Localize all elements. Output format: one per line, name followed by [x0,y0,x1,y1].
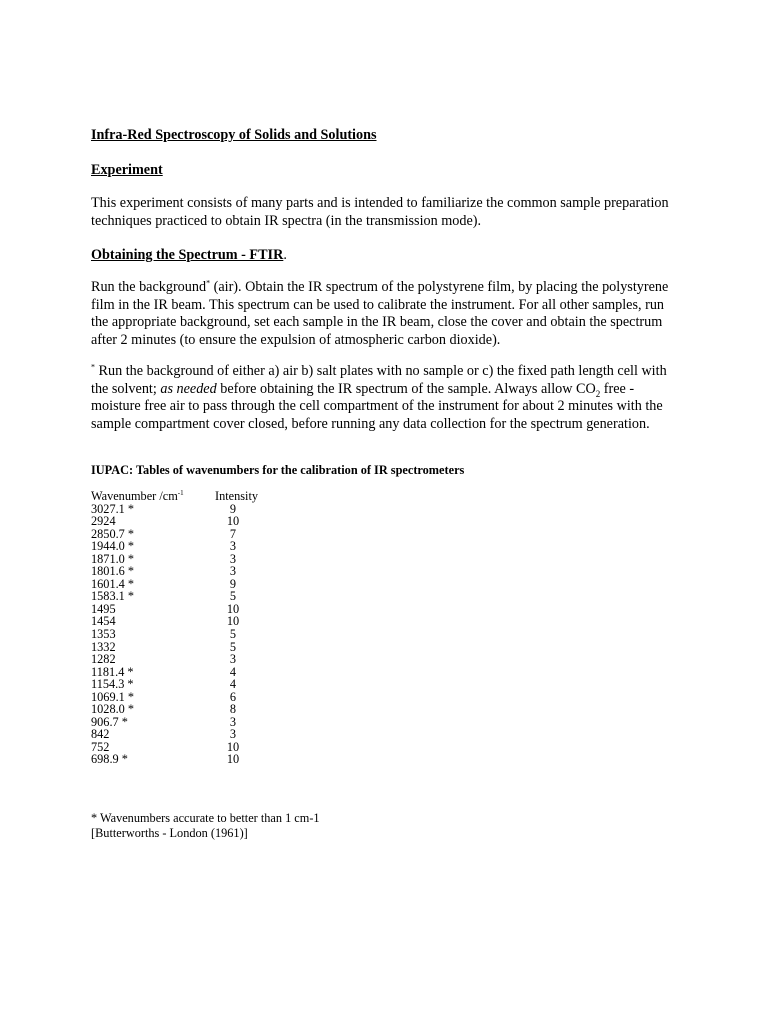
note-text-c: free - moisture free air to pass through the cell compartment of the instrument for about 2 minutes with the sample compartment cover closed, before running any data collection for the spectrum generation. [91,380,663,432]
document-title: Infra-Red Spectroscopy of Solids and Solutions [91,127,377,143]
wavenumber-cell: 698.9 * [91,752,128,767]
intensity-cell: 4 [229,677,237,692]
wavenumber-cell: 3027.1 * [91,501,135,516]
intensity-cell: 5 [229,639,237,654]
intensity-cell: 10 [226,514,240,529]
table-footnotes [91,811,320,840]
spectrum-text-start: Run the background [91,279,207,295]
intensity-cell: 8 [229,702,237,717]
intensity-cell: 4 [229,664,237,679]
intensity-cell: 5 [229,589,237,604]
wavenumber-cell: 1332 [91,639,116,654]
spectrum-heading-period: . [283,247,287,263]
column-header-wavenumber [91,490,184,503]
intensity-cell: 10 [226,614,240,629]
intensity-cell: 3 [229,714,237,729]
wavenumber-cell: 1495 [91,601,116,616]
footnote-accuracy: * Wavenumbers accurate to better than 1 cm-1 [91,811,320,825]
wavenumber-cell: 1154.3 * [91,677,134,692]
intensity-cell: 3 [229,564,237,579]
wavenumber-cell: 2924 [91,514,116,529]
document-page [91,0,691,1024]
intensity-cell: 10 [226,601,240,616]
intensity-cell: 5 [229,627,237,642]
note-text-b: before obtaining the IR spectrum of the sample. Always allow CO [216,380,596,397]
intensity-cell: 3 [229,727,237,742]
wavenumber-cell: 1069.1 * [91,689,135,704]
wavenumber-cell: 1871.0 * [91,551,135,566]
note-text-a: Run the background of either a) air b) salt plates with no sample or c) the fixed path length cell with the solvent; [91,363,667,397]
intensity-cell: 3 [229,539,237,554]
iupac-table-title: IUPAC: Tables of wavenumbers for the calibration of IR spectrometers [91,463,465,477]
intensity-cell: 10 [226,739,240,754]
note-italic: as needed [160,380,217,397]
note-subscript: 2 [595,388,601,399]
intensity-cell: 9 [229,501,237,516]
spectrum-paragraph [91,279,681,349]
wavenumber-cell: 1583.1 * [91,589,135,604]
column-header-wavenumber-text: Wavenumber /cm [91,489,178,503]
spectrum-text-rest: (air). Obtain the IR spectrum of the polystyrene film, by placing the polystyrene film in the IR beam. This spectrum can be used to calibrate the instrument. For all other samples, run the appropriate background, set each sample in the IR beam, close the cover and obtain the spectrum after 2 minutes (to ensure the expulsion of atmospheric carbon dioxide). [91,279,669,348]
intensity-cell: 3 [229,551,237,566]
column-header-wavenumber-unit-exp: -1 [177,488,184,497]
wavenumber-cell: 1282 [91,652,116,667]
note-marker: * [91,362,95,372]
spectrum-heading-text: Obtaining the Spectrum - FTIR [91,247,284,263]
experiment-paragraph: This experiment consists of many parts and is intended to familiarize the common sample preparation techniques practiced to obtain IR spectra (in the transmission mode). [91,195,669,229]
intensity-cell: 3 [229,652,237,667]
experiment-heading-text: Experiment [91,162,163,178]
spectrum-heading [91,247,287,264]
intensity-cell: 6 [229,689,237,704]
intensity-cell: 7 [229,526,237,541]
wavenumber-cell: 1801.6 * [91,564,135,579]
wavenumber-cell: 1028.0 * [91,702,135,717]
wavenumber-cell: 1353 [91,627,116,642]
wavenumber-cell: 842 [91,727,110,742]
wavenumber-cell: 1181.4 * [91,664,134,679]
experiment-heading [91,162,163,179]
wavenumber-cell: 906.7 * [91,714,128,729]
wavenumber-cell: 752 [91,739,110,754]
column-header-intensity: Intensity [215,489,259,503]
background-note-paragraph [91,363,681,433]
wavenumber-cell: 2850.7 * [91,526,135,541]
footnote-source: [Butterworths - London (1961)] [91,825,248,840]
intensity-cell: 9 [229,576,237,591]
wavenumber-cell: 1454 [91,614,116,629]
wavenumber-cell: 1601.4 * [91,576,135,591]
spectrum-footnote-marker: * [206,278,211,288]
intensity-cell: 10 [226,752,240,767]
wavenumber-cell: 1944.0 * [91,539,135,554]
